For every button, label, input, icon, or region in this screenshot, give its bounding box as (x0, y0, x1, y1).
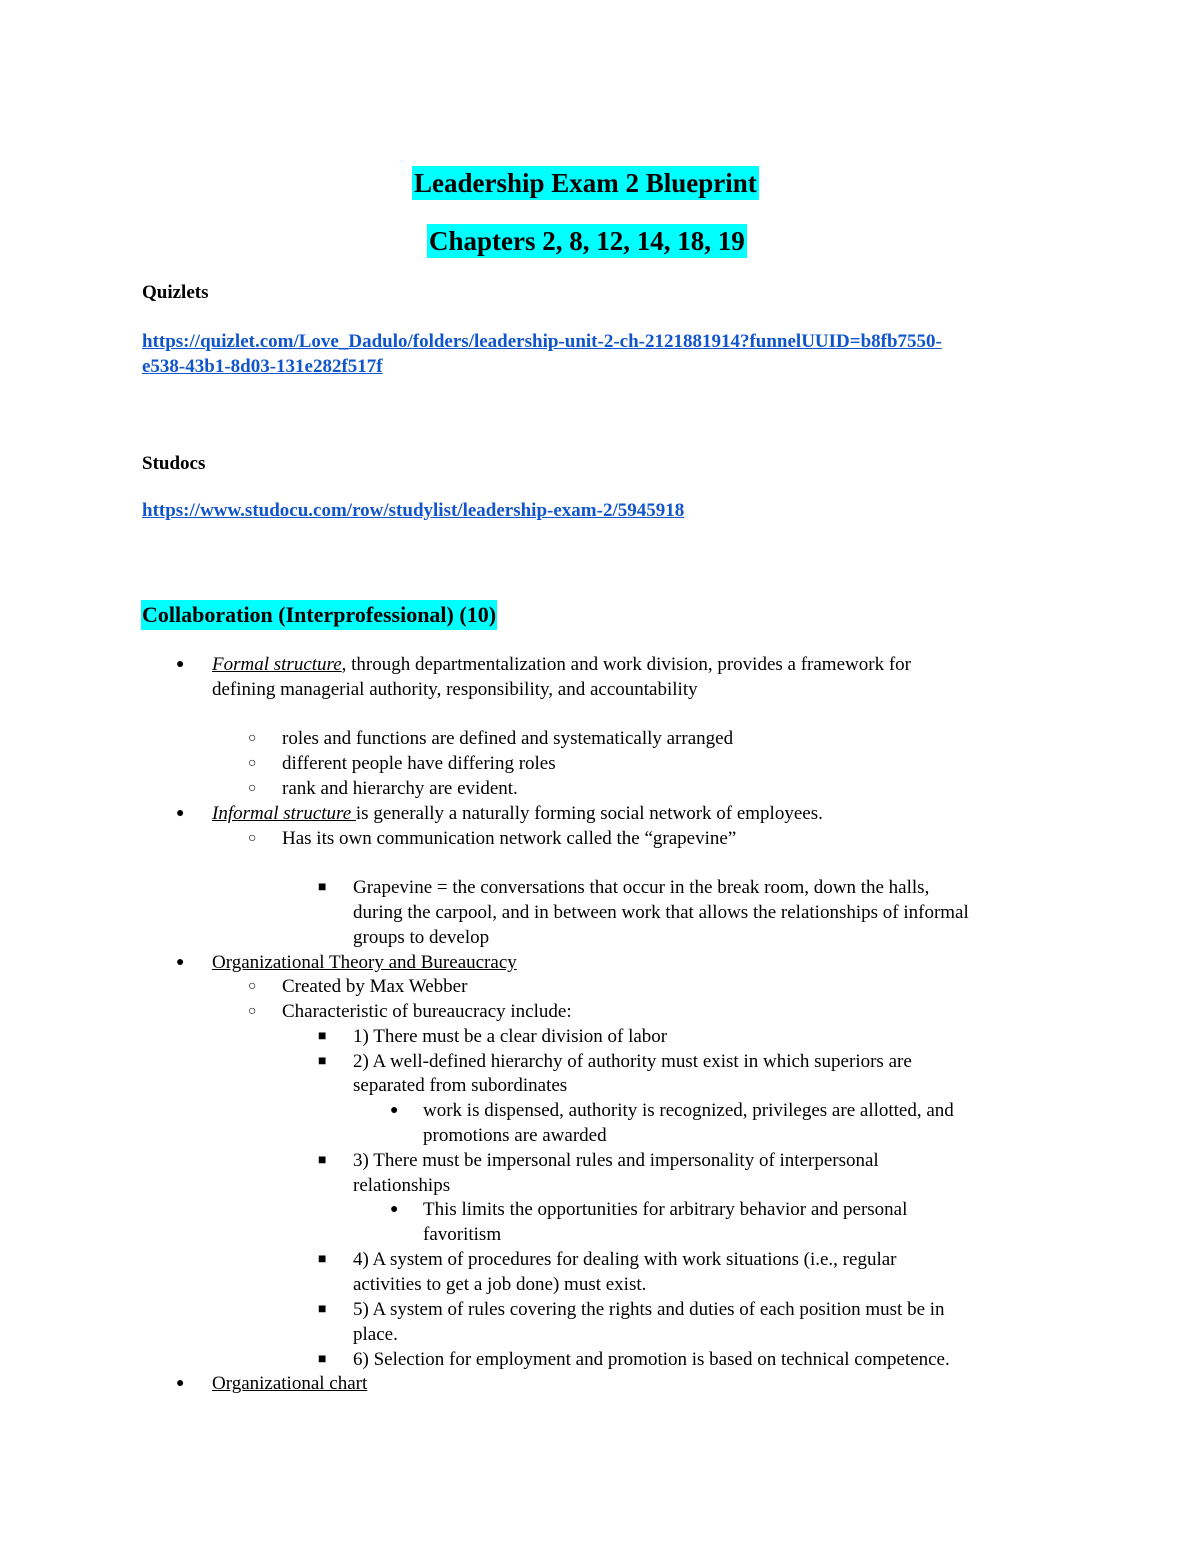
bullet-square: ■ (318, 880, 327, 895)
list-item-formal-sub1: roles and functions are defined and systematically arranged (282, 728, 734, 749)
bullet-filled: ● (176, 806, 185, 821)
quizlets-link-line2[interactable]: e538-43b1-8d03-131e282f517f (142, 356, 383, 377)
characteristic-4-line2: activities to get a job done) must exist. (353, 1274, 647, 1295)
characteristic-2-sub-line1: work is dispensed, authority is recognized, privileges are allotted, and (423, 1100, 954, 1121)
bullet-filled: ● (390, 1103, 399, 1118)
list-item-formal-structure (212, 653, 911, 678)
characteristic-2-sub-line2: promotions are awarded (423, 1125, 607, 1146)
bullet-filled: ● (176, 657, 185, 672)
bullet-hollow: ○ (248, 756, 257, 771)
chapters-subtitle: Chapters 2, 8, 12, 14, 18, 19 (429, 226, 745, 256)
bullet-square: ■ (318, 1153, 327, 1168)
bullet-hollow: ○ (248, 979, 257, 994)
informal-structure-term: Informal structure (212, 803, 356, 824)
characteristic-2-line2: separated from subordinates (353, 1075, 568, 1096)
characteristic-2-line1: 2) A well-defined hierarchy of authority must exist in which superiors are (353, 1051, 912, 1072)
list-item-created-by: Created by Max Webber (282, 976, 468, 997)
bullet-filled: ● (176, 1376, 185, 1391)
bullet-filled: ● (176, 955, 185, 970)
list-item-org-chart: Organizational chart (212, 1373, 368, 1394)
list-item-formal-sub2: different people have differing roles (282, 753, 556, 774)
characteristic-3-line2: relationships (353, 1175, 451, 1196)
formal-structure-text-line2: defining managerial authority, responsibility, and accountability (212, 679, 698, 700)
characteristic-3-sub-line1: This limits the opportunities for arbitrary behavior and personal (423, 1199, 908, 1220)
informal-structure-text: is generally a naturally forming social network of employees. (355, 803, 823, 824)
bullet-hollow: ○ (248, 1004, 257, 1019)
bullet-square: ■ (318, 1029, 327, 1044)
list-item-org-theory: Organizational Theory and Bureaucracy (212, 952, 517, 973)
characteristic-4-line1: 4) A system of procedures for dealing with work situations (i.e., regular (353, 1249, 897, 1270)
studocs-label: Studocs (142, 453, 206, 474)
bullet-square: ■ (318, 1302, 327, 1317)
characteristic-1: 1) There must be a clear division of labor (353, 1026, 668, 1047)
grapevine-line1: Grapevine = the conversations that occur in the break room, down the halls, (353, 877, 930, 898)
list-item-formal-sub3: rank and hierarchy are evident. (282, 778, 518, 799)
formal-structure-text: , through departmentalization and work division, provides a framework for (341, 654, 911, 675)
quizlets-label: Quizlets (142, 282, 209, 303)
bullet-square: ■ (318, 1252, 327, 1267)
quizlets-link-line1[interactable]: https://quizlet.com/Love_Dadulo/folders/leadership-unit-2-ch-2121881914?funnelUUID=b8fb7550- (142, 331, 942, 352)
section-heading: Collaboration (Interprofessional) (10) (141, 600, 497, 630)
list-item-informal-structure (212, 802, 823, 827)
list-item-characteristics: Characteristic of bureaucracy include: (282, 1001, 572, 1022)
studocs-link[interactable]: https://www.studocu.com/row/studylist/leadership-exam-2/5945918 (142, 500, 685, 521)
characteristic-5-line2: place. (353, 1324, 398, 1345)
characteristic-6: 6) Selection for employment and promotion is based on technical competence. (353, 1349, 950, 1370)
formal-structure-term: Formal structure (212, 654, 342, 675)
bullet-hollow: ○ (248, 781, 257, 796)
characteristic-3-sub-line2: favoritism (423, 1224, 502, 1245)
bullet-square: ■ (318, 1054, 327, 1069)
list-item-informal-sub1: Has its own communication network called the “grapevine” (282, 828, 737, 849)
bullet-filled: ● (390, 1202, 399, 1217)
characteristic-3-line1: 3) There must be impersonal rules and impersonality of interpersonal (353, 1150, 879, 1171)
bullet-square: ■ (318, 1352, 327, 1367)
bullet-hollow: ○ (248, 731, 257, 746)
grapevine-line2: during the carpool, and in between work that allows the relationships of informal (353, 902, 969, 923)
characteristic-5-line1: 5) A system of rules covering the rights and duties of each position must be in (353, 1299, 945, 1320)
document-title: Leadership Exam 2 Blueprint (414, 168, 757, 198)
bullet-hollow: ○ (248, 831, 257, 846)
grapevine-line3: groups to develop (353, 927, 490, 948)
